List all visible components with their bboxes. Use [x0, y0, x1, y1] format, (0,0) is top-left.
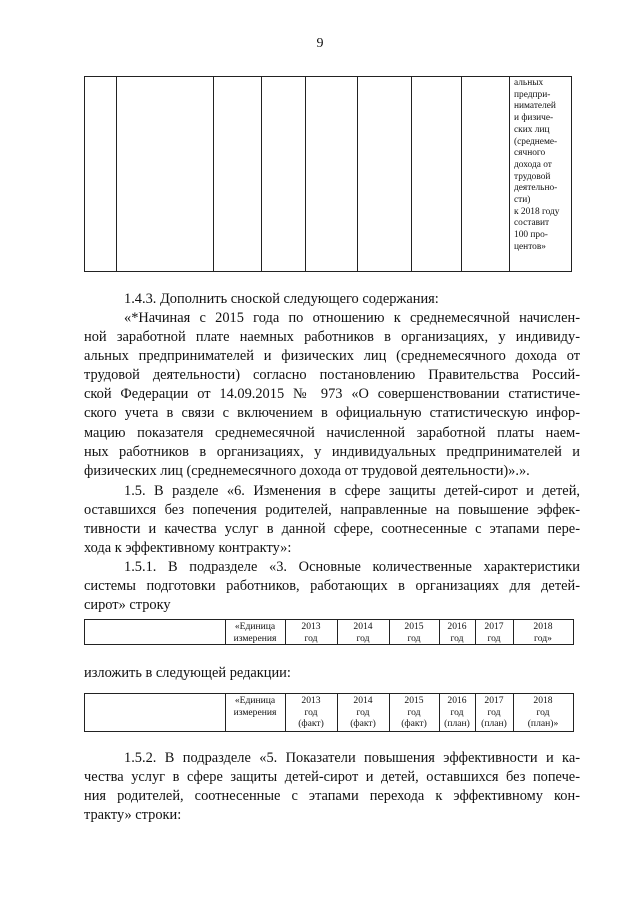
year-header-line: 2014 [353, 621, 373, 632]
paragraph-1-5 [84, 482, 580, 558]
year-header-2016 [439, 695, 475, 730]
cell-line: деятельно- [514, 183, 558, 194]
text-line: ского учета в связи с включением в официальную статистическую инфор- [84, 405, 580, 422]
year-header-2015 [389, 695, 439, 730]
unit-header [225, 621, 285, 644]
paragraph-1-4-3 [84, 290, 580, 309]
year-header-line: год [407, 632, 421, 644]
unit-header-line: измерения [233, 632, 277, 644]
year-header-line: год [407, 706, 421, 718]
cell-line: 100 про- [514, 230, 548, 241]
text-line: хода к эффективному контракту»: [84, 540, 292, 557]
unit-header-line: «Единица [234, 695, 276, 706]
year-header-line: год [304, 706, 318, 718]
cell-line: сти) [514, 195, 531, 206]
text-line: 1.4.3. Дополнить сноской следующего содержания: [124, 291, 439, 307]
year-header-line: год [487, 706, 501, 718]
text-line: ной заработной плате наемных работников в организациях, у индивиду- [84, 329, 580, 346]
year-header-2013 [285, 695, 337, 730]
year-header-line: год» [534, 632, 552, 644]
year-header-2013 [285, 621, 337, 644]
paragraph-footnote-text [84, 309, 580, 481]
text-line: 1.5.1. В подразделе «3. Основные количественные характеристики [124, 559, 580, 575]
text-line: 1.5. В разделе «6. Изменения в сфере защиты детей-сирот и детей, [124, 483, 580, 499]
year-header-line: 2013 [301, 621, 321, 632]
paragraph-1-5-1 [84, 558, 580, 615]
text-line: мацию показателя среднемесячной начисленной заработной платы наем- [84, 424, 580, 441]
unit-header [225, 695, 285, 718]
table-old-row [84, 619, 574, 645]
text-line: 1.5.2. В подразделе «5. Показатели повышения эффективности и ка- [124, 750, 580, 766]
page-number: 9 [316, 36, 324, 51]
year-header-line: 2016 [447, 621, 467, 632]
text-line: тракту» строки: [84, 807, 182, 824]
year-header-line: 2018 [533, 695, 553, 706]
paragraph-new-edition [84, 664, 580, 683]
unit-header-line: «Единица [234, 621, 276, 632]
cell-line: к 2018 году [514, 206, 560, 217]
year-header-line: год [536, 706, 550, 718]
cell-line: и физиче- [514, 113, 554, 124]
year-header-line: 2017 [484, 621, 504, 632]
cell-line: дохода от [514, 159, 552, 170]
year-header-2018 [513, 695, 573, 730]
year-header-2014 [337, 695, 389, 730]
text-line: ных работников в организациях, у индивидуальных предпринимателей и [84, 443, 580, 460]
year-header-line: (план)» [527, 718, 559, 729]
year-header-2014 [337, 621, 389, 644]
year-header-line: 2013 [301, 695, 321, 706]
year-header-2017 [475, 621, 513, 644]
year-header-line: (факт) [401, 718, 427, 729]
year-header-line: год [450, 706, 464, 718]
cell-line: альных [514, 78, 544, 88]
year-header-line: (план) [444, 718, 470, 729]
text-line: чества услуг в сфере защиты детей-сирот и детей, оставшихся без попече- [84, 769, 580, 786]
year-header-line: год [304, 632, 318, 644]
year-header-line: 2015 [404, 695, 424, 706]
text-line: системы подготовки работников, работающих в организациях для детей- [84, 578, 580, 595]
year-header-line: год [356, 706, 370, 718]
year-header-2018 [513, 621, 573, 644]
cell-line: центов» [514, 241, 546, 252]
cell-line: сячного [514, 148, 546, 159]
year-header-line: год [487, 632, 501, 644]
text-line: трудовой деятельности) согласно постановлению Правительства Россий- [84, 367, 580, 384]
year-header-line: 2014 [353, 695, 373, 706]
year-header-line: 2016 [447, 695, 467, 706]
text-line: альных предпринимателей и физических лиц (среднемесячного дохода от [84, 348, 580, 365]
year-header-line: (факт) [298, 718, 324, 729]
cell-line: (среднеме- [514, 136, 558, 147]
text-line: сирот» строку [84, 597, 171, 614]
cell-line: ских лиц [514, 124, 550, 135]
year-header-line: год [356, 632, 370, 644]
cell-line: нимателей [514, 101, 556, 112]
year-header-2016 [439, 621, 475, 644]
cell-line: предпри- [514, 89, 551, 100]
text-line: ния родителей, соотнесенные с этапами перехода к эффективному кон- [84, 788, 580, 805]
year-header-2017 [475, 695, 513, 730]
text-line: ской Федерации от 14.09.2015 № 973 «О совершенствовании статистиче- [84, 386, 580, 403]
continuation-cell-text [514, 78, 572, 254]
year-header-line: (факт) [350, 718, 376, 729]
text-line: тивности и качества услуг в данной сфере, соотнесенные с этапами пере- [84, 521, 580, 538]
text-line: физических лиц (среднемесячного дохода от трудовой деятельности)».». [84, 462, 530, 479]
year-header-line: год [450, 632, 464, 644]
table-new-row [84, 693, 574, 732]
cell-line: составит [514, 218, 550, 229]
year-header-2015 [389, 621, 439, 644]
paragraph-1-5-2 [84, 749, 580, 825]
text-line: «*Начиная с 2015 года по отношению к среднемесячной начислен- [124, 310, 580, 326]
text-line: оставшихся без попечения родителей, направленные на повышение эффек- [84, 502, 580, 519]
year-header-line: (план) [481, 718, 507, 729]
unit-header-line: измерения [233, 706, 277, 718]
year-header-line: 2017 [484, 695, 504, 706]
text-line: изложить в следующей редакции: [84, 665, 291, 681]
year-header-line: 2018 [533, 621, 553, 632]
year-header-line: 2015 [404, 621, 424, 632]
continuation-table [84, 76, 572, 272]
cell-line: трудовой [514, 171, 551, 182]
